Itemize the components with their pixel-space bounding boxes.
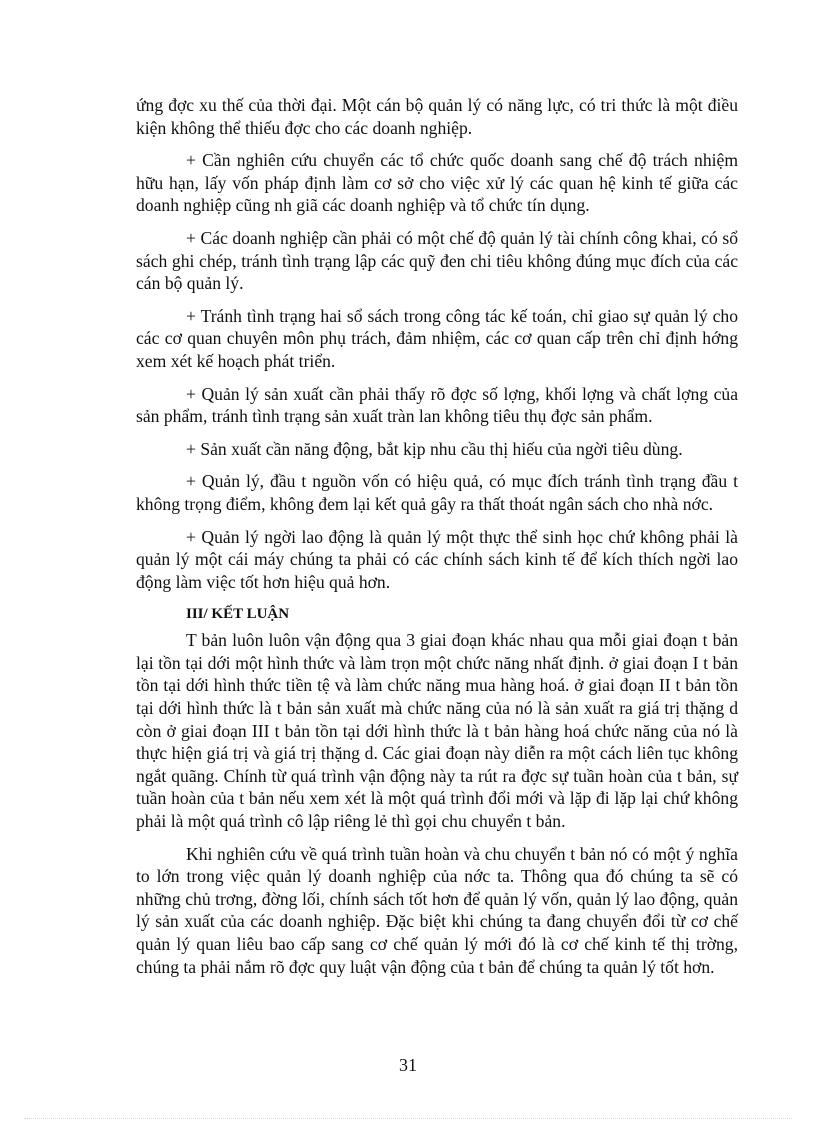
paragraph-5: + Quản lý sản xuất cần phải thấy rõ đợc số lợng, khối lợng và chất lợng của sản phẩm, tránh tình trạng sản xuất tràn lan không tiêu thụ đợc sản phẩm. [136,383,738,427]
paragraph-6: + Sản xuất cần năng động, bắt kịp nhu cầu thị hiếu của ngời tiêu dùng. [186,438,683,459]
paragraph-8: + Quản lý ngời lao động là quản lý một thực thể sinh học chứ không phải là quản lý một cái máy chúng ta phải có các chính sách kinh tế để kích thích ngời lao động làm việc tốt hơn hiệu quả hơn. [136,526,738,592]
conclusion-paragraph-2: Khi nghiên cứu về quá trình tuần hoàn và chu chuyển t bản nó có một ý nghĩa to lớn trong việc quản lý doanh nghiệp của nớc ta. Thông qua đó chúng ta sẽ có những chủ trơng, đờng lối, chính sách tốt hơn để quản lý vốn, quản lý lao động, quản lý sản xuất của các doanh nghiệp. Đặc biệt khi chúng ta đang chuyển đổi từ cơ chế quản lý quan liêu bao cấp sang cơ chế quản lý mới đó là cơ chế kinh tế thị trờng, chúng ta phải nắm rõ đợc quy luật vận động của t bản để chúng ta quản lý tốt hơn. [136,843,738,977]
conclusion-paragraph-1: T bản luôn luôn vận động qua 3 giai đoạn khác nhau qua mỗi giai đoạn t bản lại tồn tại dới một hình thức và làm trọn một chức năng nhất định. ở giai đoạn I t bản tồn tại dới hình thức tiền tệ và làm chức năng mua hàng hoá. ở giai đoạn II t bản tồn tại dới hình thức là t bản sản xuất mà chức năng của nó là sản xuất ra giá trị thặng d còn ở giai đoạn III t bản tồn tại dới hình thức là t bản hàng hoá chức năng của nó là thực hiện giá trị và giá trị thặng d. Các giai đoạn này diễn ra một cách liên tục không ngắt quãng. Chính từ quá trình vận động này ta rút ra đợc sự tuần hoàn của t bản, sự tuần hoàn của t bản nếu xem xét là một quá trình đổi mới và lặp đi lặp lại chứ không phải là một quá trình cô lập riêng lẻ thì gọi chu chuyển t bản. [136,630,738,832]
paragraph-2: + Cần nghiên cứu chuyển các tổ chức quốc doanh sang chế độ trách nhiệm hữu hạn, lấy vốn pháp định làm cơ sở cho việc xử lý các quan hệ kinh tế giữa các doanh nghiệp cũng nh giã các doanh nghiệp và tổ chức tín dụng. [136,150,738,216]
section-heading: III/ KẾT LUẬN [186,606,290,623]
page-bottom-divider [24,1118,792,1119]
paragraph-1: ứng đợc xu thế của thời đại. Một cán bộ quản lý có năng lực, có tri thức là một điều kiện không thể thiếu đợc cho các doanh nghiệp. [136,95,738,138]
document-page [136,94,738,988]
page-number: 31 [399,1055,417,1075]
paragraph-4: + Tránh tình trạng hai sổ sách trong công tác kế toán, chỉ giao sự quản lý cho các cơ quan chuyên môn phụ trách, đảm nhiệm, các cơ quan cấp trên chỉ định hớng xem xét kế hoạch phát triển. [136,305,738,371]
paragraph-3: + Các doanh nghiệp cần phải có một chế độ quản lý tài chính công khai, có sổ sách ghi chép, tránh tình trạng lập các quỹ đen chi tiêu không đúng mục đích của các cán bộ quản lý. [136,227,738,294]
paragraph-7: + Quản lý, đầu t nguồn vốn có hiệu quả, có mục đích tránh tình trạng đầu t không trọng điểm, không đem lại kết quả gây ra thất thoát ngân sách cho nhà nớc. [136,471,738,514]
